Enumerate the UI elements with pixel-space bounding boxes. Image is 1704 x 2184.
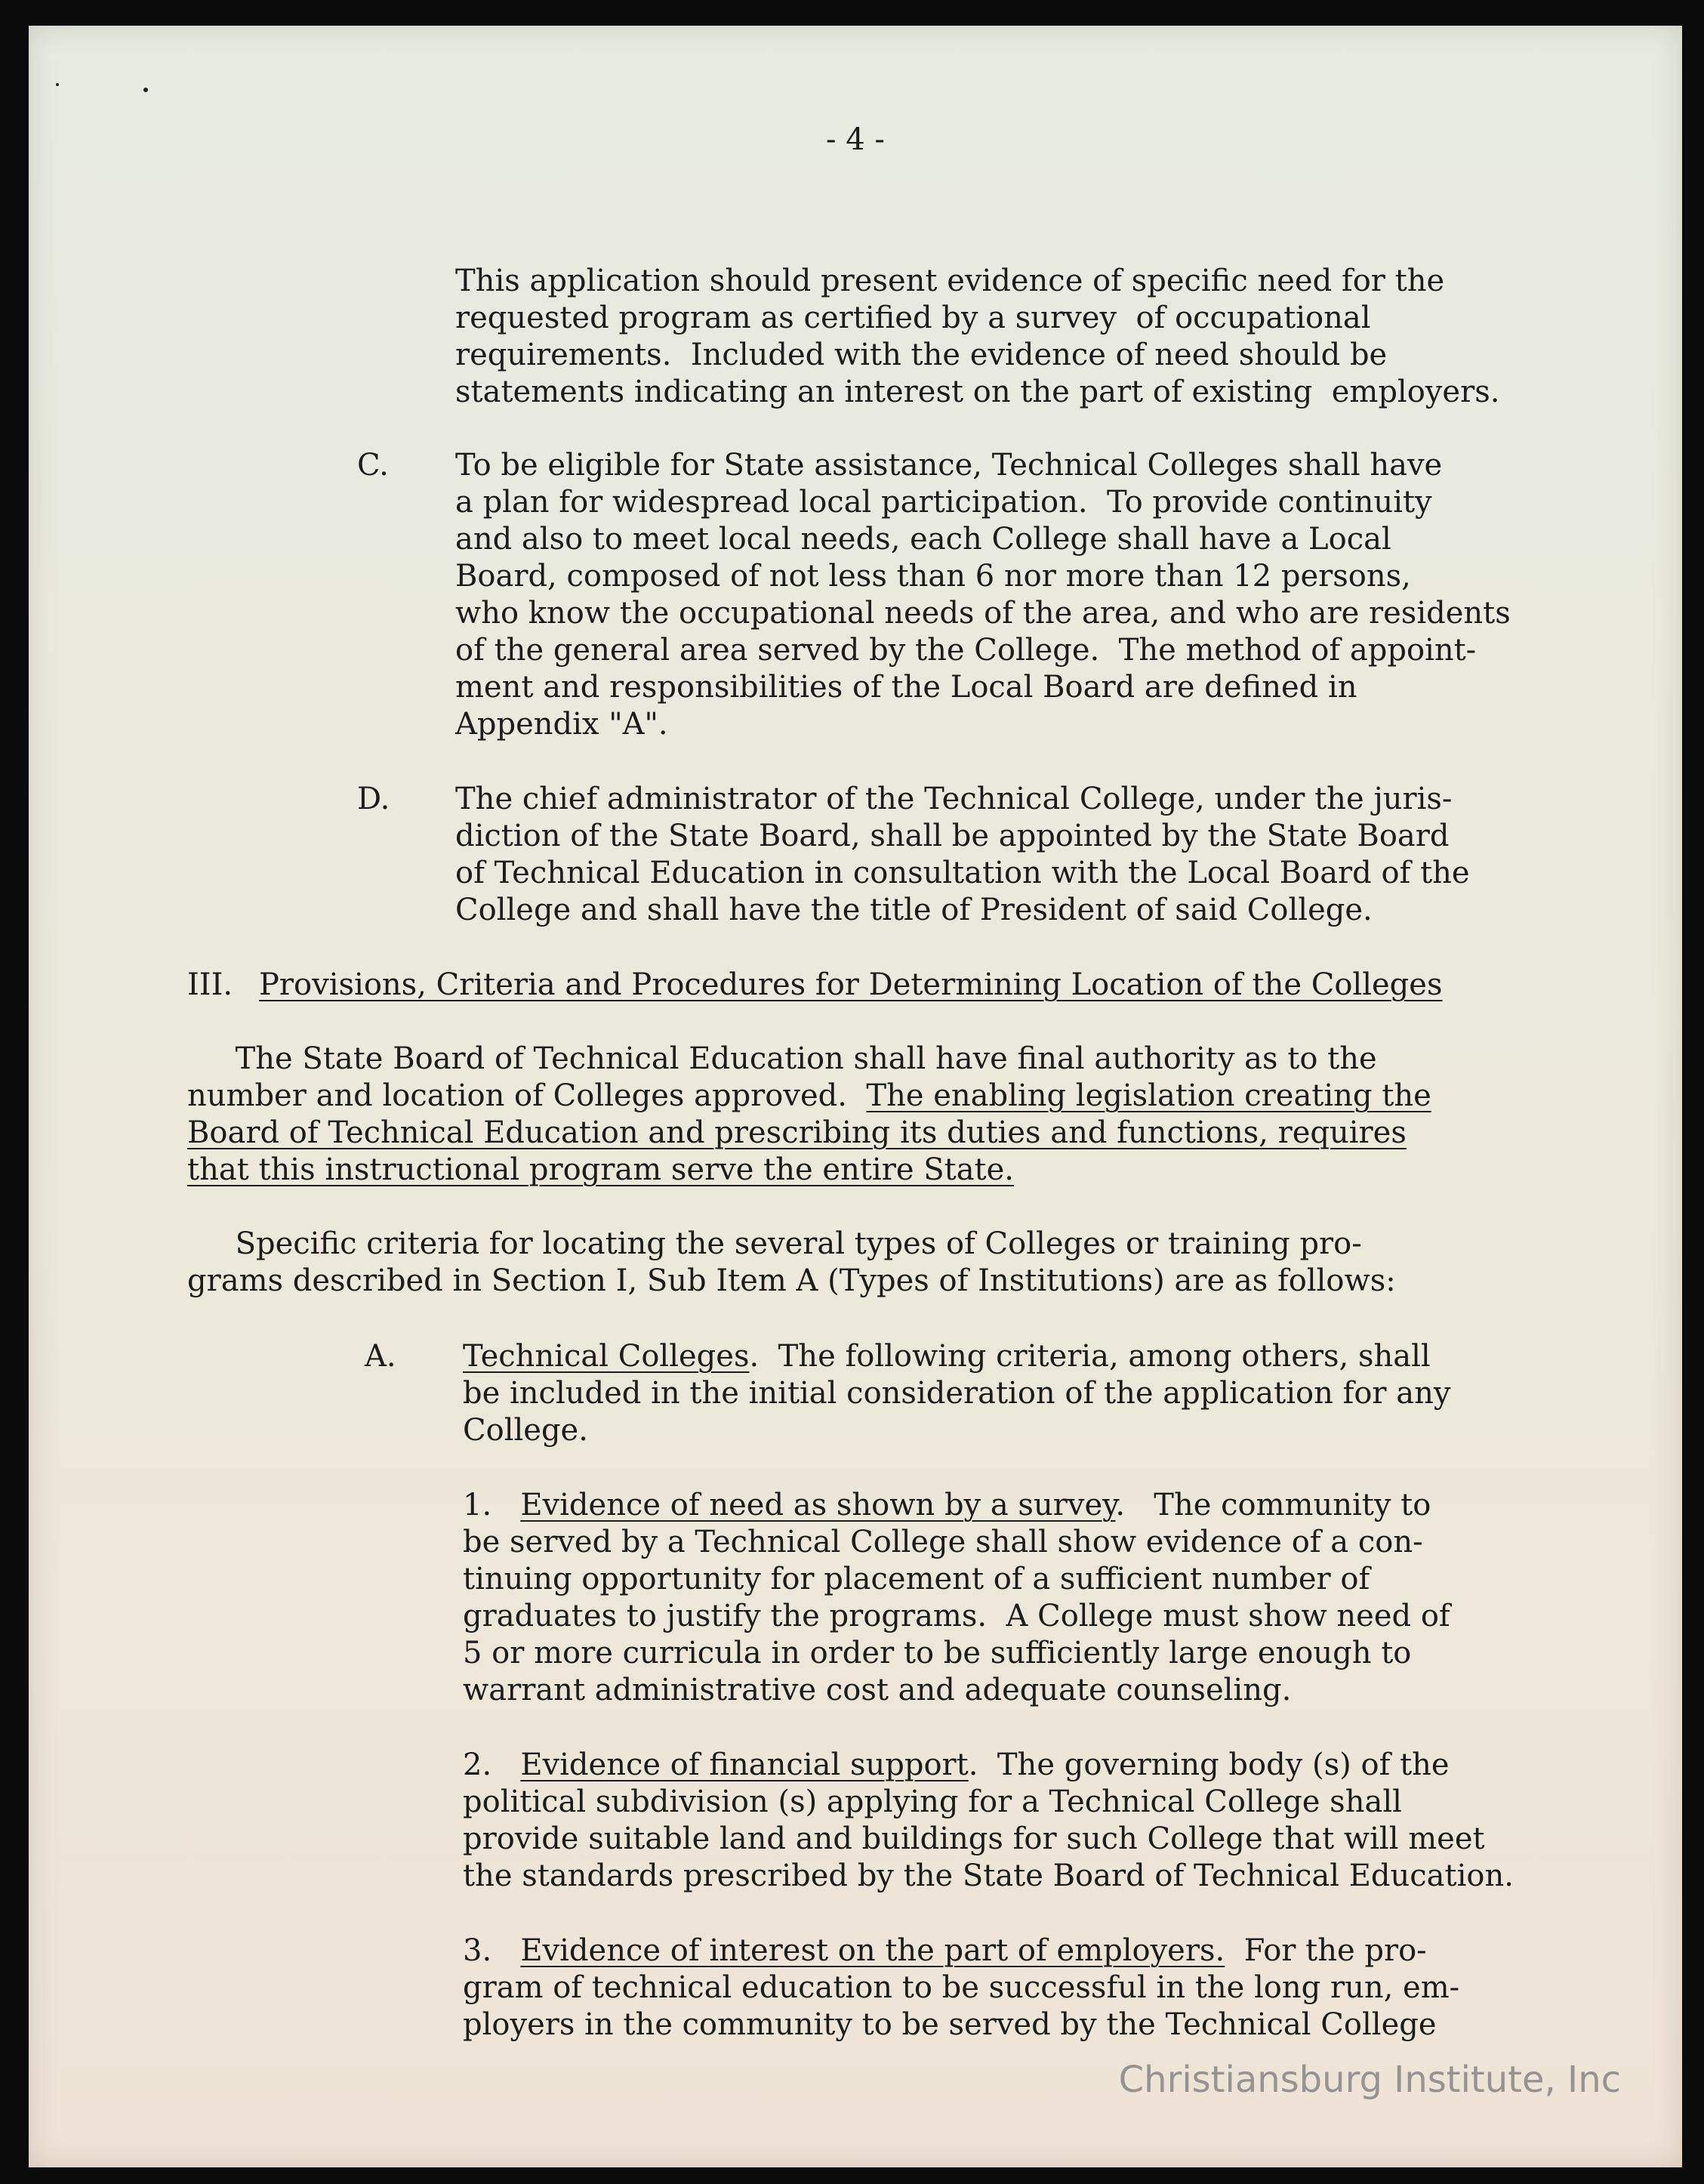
page-number: - 4 - xyxy=(826,122,885,157)
text-segment: number and location of Colleges approved. xyxy=(187,1078,867,1113)
item-label: D. xyxy=(357,782,390,816)
text-line: grams described in Section I, Sub Item A (Types of Institutions) are as follows: xyxy=(187,1263,1396,1298)
underlined-title: Technical Colleges xyxy=(463,1339,750,1374)
text-line xyxy=(463,1747,1450,1784)
text-segment: . The following criteria, among others, shall xyxy=(749,1339,1431,1374)
text-line: be included in the initial consideration of the application for any xyxy=(463,1376,1451,1411)
text-line: gram of technical education to be successful in the long run, em- xyxy=(463,1970,1460,2005)
speck-mark xyxy=(56,83,59,86)
text-line: 5 or more curricula in order to be sufficiently large enough to xyxy=(463,1636,1412,1670)
text-line: The State Board of Technical Education shall have final authority as to the xyxy=(187,1041,1377,1076)
text-line: graduates to justify the programs. A College must show need of xyxy=(463,1599,1450,1633)
text-line: Board, composed of not less than 6 nor more than 12 persons, xyxy=(455,559,1411,594)
sub-item-number: 2. xyxy=(463,1748,492,1782)
text-line xyxy=(187,1078,1431,1115)
sub-item-number: 1. xyxy=(463,1488,492,1522)
watermark: Christiansburg Institute, Inc xyxy=(1118,2059,1621,2101)
item-label: A. xyxy=(365,1339,396,1374)
document-page xyxy=(29,26,1682,2167)
text-line: This application should present evidence of specific need for the xyxy=(455,264,1445,298)
text-line: political subdivision (s) applying for a Technical College shall xyxy=(463,1785,1402,1819)
text-line: Specific criteria for locating the several types of Colleges or training pro- xyxy=(187,1226,1362,1261)
sub-item-number: 3. xyxy=(463,1933,492,1968)
underlined-title: Evidence of need as shown by a survey xyxy=(520,1488,1116,1522)
underlined-title: Evidence of financial support xyxy=(520,1748,969,1782)
text-line: be served by a Technical College shall show evidence of a con- xyxy=(463,1525,1423,1559)
text-segment: . The governing body (s) of the xyxy=(968,1748,1450,1782)
text-line: of Technical Education in consultation with the Local Board of the xyxy=(455,856,1470,890)
text-segment: For the pro- xyxy=(1225,1933,1427,1968)
text-line: who know the occupational needs of the area, and who are residents xyxy=(455,596,1511,631)
text-line: College and shall have the title of President of said College. xyxy=(455,893,1373,927)
underlined-text: that this instructional program serve the entire State. xyxy=(187,1152,1014,1187)
text-line: of the general area served by the College. The method of appoint- xyxy=(455,633,1477,668)
text-line: The chief administrator of the Technical College, under the juris- xyxy=(455,782,1453,816)
text-segment: . The community to xyxy=(1115,1488,1431,1522)
underlined-text: The enabling legislation creating the xyxy=(866,1078,1431,1113)
text-line xyxy=(463,1487,1431,1524)
text-line: Appendix "A". xyxy=(455,707,668,742)
text-line: ment and responsibilities of the Local Board are defined in xyxy=(455,670,1357,705)
text-line: the standards prescribed by the State Board of Technical Education. xyxy=(463,1859,1514,1893)
section-numeral: III. xyxy=(187,967,233,1002)
underlined-title: Evidence of interest on the part of employers. xyxy=(520,1933,1225,1968)
section-heading: Provisions, Criteria and Procedures for Determining Location of the Colleges xyxy=(259,967,1443,1002)
text-line: warrant administrative cost and adequate counseling. xyxy=(463,1673,1292,1707)
text-line: a plan for widespread local participation. To provide continuity xyxy=(455,485,1432,520)
underlined-text: Board of Technical Education and prescribing its duties and functions, requires xyxy=(187,1115,1407,1150)
speck-mark xyxy=(143,88,148,92)
text-line: To be eligible for State assistance, Technical Colleges shall have xyxy=(455,448,1443,483)
text-line: ployers in the community to be served by the Technical College xyxy=(463,2007,1437,2042)
text-line: and also to meet local needs, each College shall have a Local xyxy=(455,522,1391,557)
item-label: C. xyxy=(357,448,389,483)
text-line: provide suitable land and buildings for such College that will meet xyxy=(463,1822,1485,1856)
text-line xyxy=(463,1338,1431,1375)
text-line: diction of the State Board, shall be appointed by the State Board xyxy=(455,819,1450,853)
text-line: statements indicating an interest on the part of existing employers. xyxy=(455,375,1500,409)
text-line: requested program as certified by a survey of occupational xyxy=(455,301,1371,335)
text-line: requirements. Included with the evidence of need should be xyxy=(455,338,1388,372)
text-line: tinuing opportunity for placement of a sufficient number of xyxy=(463,1562,1370,1596)
text-line xyxy=(463,1933,1427,1970)
text-line: College. xyxy=(463,1413,588,1448)
